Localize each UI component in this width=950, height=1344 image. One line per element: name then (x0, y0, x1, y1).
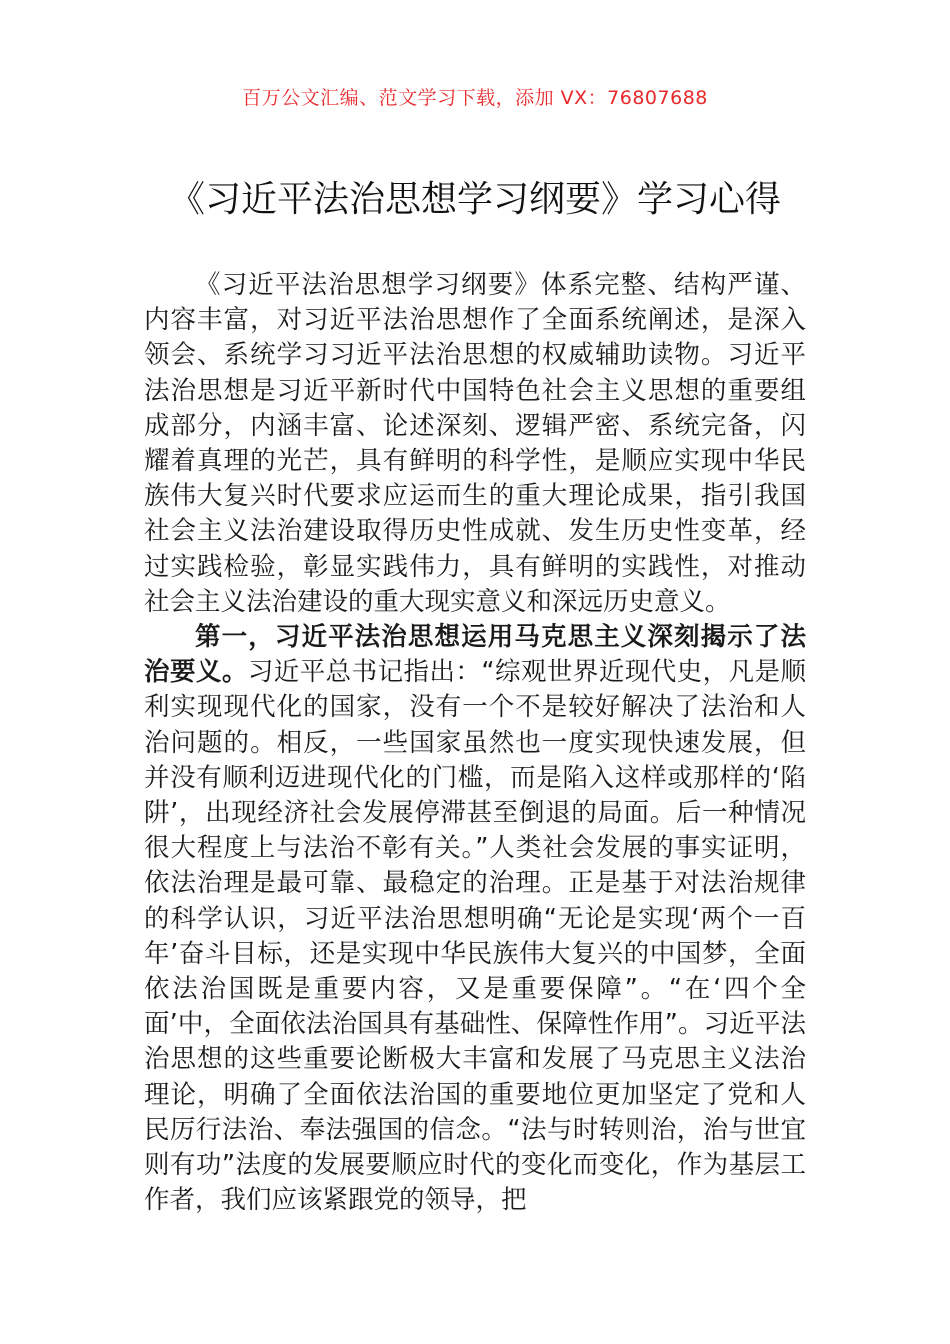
paragraph-text: 《习近平法治思想学习纲要》体系完整、结构严谨、内容丰富，对习近平法治思想作了全面系统阐述，是深入领会、系统学习习近平法治思想的权威辅助读物。习近平法治思想是习近平新时代中国特色社会主义思想的重要组成部分，内涵丰富、论述深刻、逻辑严密、系统完备，闪耀着真理的光芒，具有鲜明的科学性，是顺应实现中华民族伟大复兴时代要求应运而生的重大理论成果，指引我国社会主义法治建设取得历史性成就、发生历史性变革，经过实践检验，彰显实践伟力，具有鲜明的实践性，对推动社会主义法治建设的重大现实意义和深远历史意义。 (144, 270, 806, 617)
header-promo-note: 百万公文汇编、范文学习下载，添加 VX：76807688 (242, 87, 708, 109)
paragraph-first-point (144, 620, 806, 1218)
paragraph-text: 习近平总书记指出：“综观世界近现代史，凡是顺利实现现代化的国家，没有一个不是较好解决了法治和人治问题的。相反，一些国家虽然也一度实现快速发展，但并没有顺利迈进现代化的门槛，而是陷入这样或那样的‘陷阱’，出现经济社会发展停滞甚至倒退的局面。后一种情况很大程度上与法治不彰有关。”人类社会发展的事实证明，依法治理是最可靠、最稳定的治理。正是基于对法治规律的科学认识，习近平法治思想明确“无论是实现‘两个一百年’奋斗目标，还是实现中华民族伟大复兴的中国梦，全面依法治国既是重要内容，又是重要保障”。“在‘四个全面’中，全面依法治国具有基础性、保障性作用”。习近平法治思想的这些重要论断极大丰富和发展了马克思主义法治理论，明确了全面依法治国的重要地位更加坚定了党和人民厉行法治、奉法强国的信念。“法与时转则治，治与世宜则有功”法度的发展要顺应时代的变化而变化，作为基层工作者，我们应该紧跟党的领导，把 (144, 657, 806, 1216)
paragraph-intro (144, 268, 806, 620)
document-body (144, 268, 806, 1218)
paragraph-lead-heading: 第一，习近平法治思想运用马克思主义深刻揭示了法治要义。 (144, 622, 806, 688)
document-title: 《习近平法治思想学习纲要》学习心得 (168, 179, 781, 220)
